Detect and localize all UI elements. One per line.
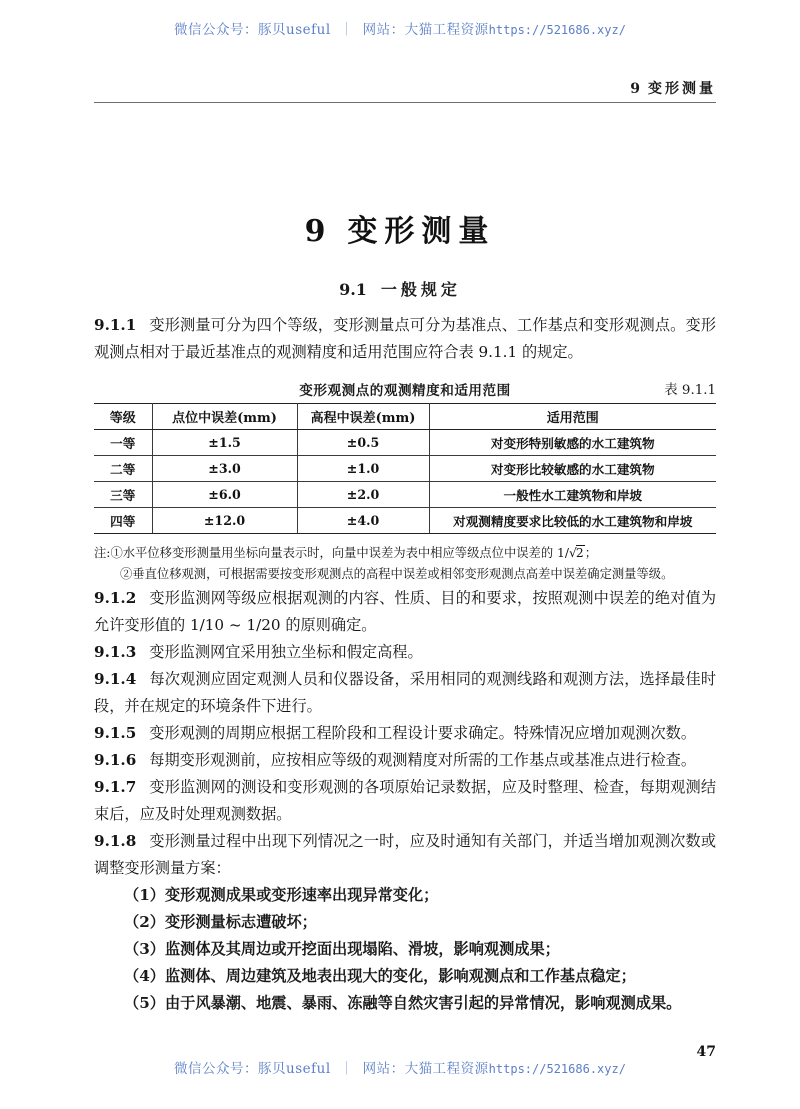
clause-9-1-7-text: 变形监测网的测设和变形观测的各项原始记录数据，应及时整理、检查，每期观测结束后，应及时处理观测数据。 (94, 778, 716, 823)
list-item: （2）变形测量标志遭破坏； (124, 913, 317, 931)
watermark-wechat-name: 豚贝useful (258, 1061, 331, 1077)
table-header-grade: 等级 (94, 404, 152, 430)
table-header-scope: 适用范围 (429, 404, 716, 430)
list-item: （4）监测体、周边建筑及地表出现大的变化，影响观测点和工作基点稳定； (124, 967, 636, 985)
cell-point-error: ±12.0 (152, 508, 297, 534)
clause-9-1-4-label: 9.1.4 (94, 670, 137, 688)
table-caption (94, 379, 716, 401)
watermark-url: https://521686.xyz/ (488, 1062, 626, 1076)
chapter-number: 9 (304, 214, 326, 249)
table-row (94, 508, 716, 534)
list-item: （1）变形观测成果或变形速率出现异常变化； (124, 886, 439, 904)
watermark-wechat-label: 微信公众号： (174, 22, 259, 38)
table-header-point-error: 点位中误差(mm) (152, 404, 297, 430)
watermark-site-label: 网站： (362, 22, 405, 38)
cell-scope: 对变形比较敏感的水工建筑物 (429, 456, 716, 482)
clause-9-1-7 (94, 774, 716, 828)
clause-9-1-1-text: 变形测量可分为四个等级，变形测量点可分为基准点、工作基点和变形观测点。变形观测点相对于最近基准点的观测精度和适用范围应符合表 9.1.1 的规定。 (94, 316, 716, 361)
watermark-url: https://521686.xyz/ (488, 23, 626, 37)
clause-9-1-1-label: 9.1.1 (94, 316, 137, 334)
cell-grade: 二等 (94, 456, 152, 482)
watermark-separator: ｜ (339, 1061, 354, 1077)
cell-elevation-error: ±4.0 (297, 508, 429, 534)
body-column (94, 312, 716, 1017)
cell-point-error: ±1.5 (152, 430, 297, 456)
clause-9-1-8-text: 变形测量过程中出现下列情况之一时，应及时通知有关部门，并适当增加观测次数或调整变形测量方案： (94, 832, 716, 877)
clause-9-1-6 (94, 747, 716, 774)
running-head-number: 9 (630, 81, 640, 97)
watermark-wechat-name: 豚贝useful (258, 22, 331, 38)
watermark-site-name: 大猫工程资源 (404, 1061, 489, 1077)
page-title (0, 206, 800, 250)
clause-9-1-5-label: 9.1.5 (94, 724, 137, 742)
clause-9-1-8 (94, 828, 716, 882)
clause-9-1-3-text: 变形监测网宜采用独立坐标和假定高程。 (149, 643, 423, 661)
page-number: 47 (696, 1044, 716, 1060)
clause-9-1-6-text: 每期变形观测前，应按相应等级的观测精度对所需的工作基点或基准点进行检查。 (149, 751, 697, 769)
clause-9-1-2-text: 变形监测网等级应根据观测的内容、性质、目的和要求，按照观测中误差的绝对值为允许变形值的 1/10 ~ 1/20 的原则确定。 (94, 589, 716, 634)
clause-9-1-8-label: 9.1.8 (94, 832, 137, 850)
table-header-elevation-error: 高程中误差(mm) (297, 404, 429, 430)
sqrt-symbol: √2 (569, 546, 584, 560)
watermark-bottom (0, 1057, 800, 1077)
table-note-1-suffix: ； (584, 546, 598, 560)
running-head-title: 变形测量 (648, 81, 716, 97)
cell-elevation-error: ±0.5 (297, 430, 429, 456)
cell-grade: 一等 (94, 430, 152, 456)
table-caption-text: 变形观测点的观测精度和适用范围 (299, 383, 511, 399)
clause-9-1-2 (94, 585, 716, 639)
table-row (94, 430, 716, 456)
clause-9-1-3 (94, 639, 716, 666)
cell-scope: 一般性水工建筑物和岸坡 (429, 482, 716, 508)
table-row (94, 482, 716, 508)
precision-table (94, 403, 716, 534)
cell-grade: 三等 (94, 482, 152, 508)
sqrt-radicand: 2 (575, 546, 584, 560)
cell-elevation-error: ±1.0 (297, 456, 429, 482)
cell-point-error: ±6.0 (152, 482, 297, 508)
clause-9-1-6-label: 9.1.6 (94, 751, 137, 769)
clause-9-1-3-label: 9.1.3 (94, 643, 137, 661)
list-item: （3）监测体及其周边或开挖面出现塌陷、滑坡，影响观测成果； (124, 940, 560, 958)
table-note-prefix: 注: (94, 546, 111, 560)
table-note-1-text: ①水平位移变形测量用坐标向量表示时，向量中误差为表中相应等级点位中误差的 1/ (110, 546, 570, 560)
clause-9-1-5 (94, 720, 716, 747)
cell-scope: 对观测精度要求比较低的水工建筑物和岸坡 (429, 508, 716, 534)
section-number: 9.1 (339, 280, 367, 299)
cell-elevation-error: ±2.0 (297, 482, 429, 508)
cell-scope: 对变形特别敏感的水工建筑物 (429, 430, 716, 456)
clause-9-1-4 (94, 666, 716, 720)
table-number: 表 9.1.1 (664, 383, 716, 398)
watermark-wechat-label: 微信公众号： (174, 1061, 259, 1077)
table-header-row (94, 404, 716, 430)
clause-9-1-4-text: 每次观测应固定观测人员和仪器设备，采用相同的观测线路和观测方法，选择最佳时段，并在规定的环境条件下进行。 (94, 670, 716, 715)
watermark-top (0, 18, 800, 38)
table-row (94, 456, 716, 482)
clause-9-1-2-label: 9.1.2 (94, 589, 137, 607)
list-item: （5）由于风暴潮、地震、暴雨、冻融等自然灾害引起的异常情况，影响观测成果。 (124, 994, 682, 1012)
cell-point-error: ±3.0 (152, 456, 297, 482)
table-note-2: ②垂直位移观测，可根据需要按变形观测点的高程中误差或相邻变形观测点高差中误差确定测量等级。 (120, 567, 674, 581)
header-rule (94, 102, 716, 103)
watermark-separator: ｜ (339, 22, 354, 38)
running-head (94, 78, 716, 98)
section-title (0, 277, 800, 300)
chapter-title-text: 变形测量 (347, 214, 496, 249)
table-note (94, 543, 716, 585)
clause-9-1-1 (94, 312, 716, 366)
watermark-site-label: 网站： (362, 1061, 405, 1077)
section-title-text: 一般规定 (380, 280, 461, 299)
cell-grade: 四等 (94, 508, 152, 534)
clause-9-1-5-text: 变形观测的周期应根据工程阶段和工程设计要求确定。特殊情况应增加观测次数。 (149, 724, 697, 742)
clause-9-1-7-label: 9.1.7 (94, 778, 137, 796)
watermark-site-name: 大猫工程资源 (404, 22, 489, 38)
